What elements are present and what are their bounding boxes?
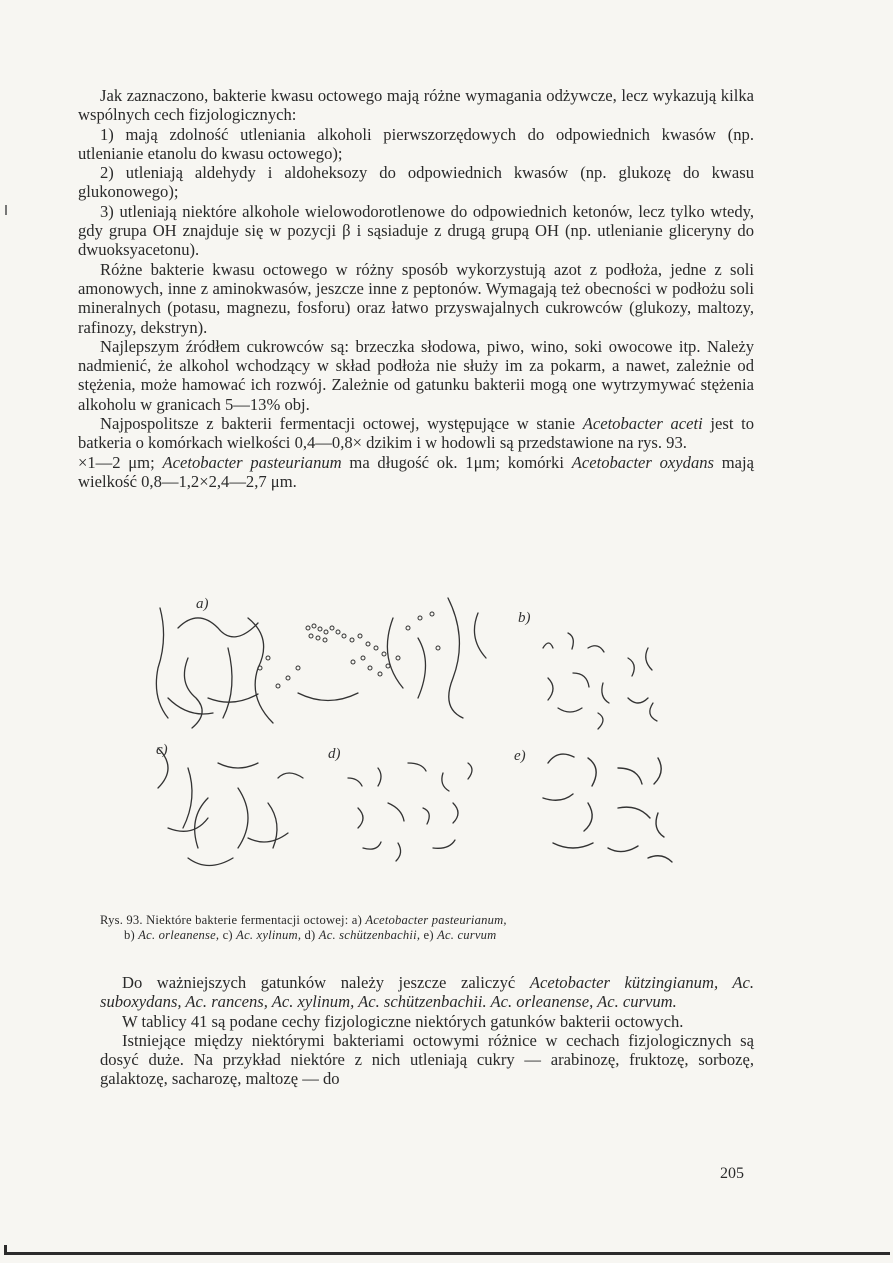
paragraph-7: W tablicy 41 są podane cechy fizjologiczne niektórych gatunków bakterii octowych. — [122, 1011, 684, 1031]
page-number: 205 — [720, 1165, 744, 1182]
list-item-2: 2) utleniają aldehydy i aldoheksozy do odpowiednich kwasów (np. glukozę do kwasu glukonowego); — [78, 163, 754, 202]
paragraph-3: Najlepszym źródłem cukrowców są: brzeczka słodowa, piwo, wino, soki owocowe itp. Należy nadmienić, że alkohol wchodzący w skład podłoża nie służy im za pokarm, a nawet, zależnie od stężenia, może hamować ich rozwój. Zależnie od gatunku bakterii mogą one wytrzymywać stężenia alkoholu w granicach 5—13% obj. — [78, 336, 754, 414]
p5-text-a: ×1—2 μm; — [78, 452, 155, 472]
figure-caption — [100, 913, 740, 943]
panel-label-c: c) — [156, 742, 168, 758]
bottom-rule — [6, 1252, 890, 1255]
p4-text-a: Najpospolitsze z bakterii fermentacji octowej, występujące w stanie — [100, 414, 576, 434]
caption-prefix: Rys. 93. Niektóre bakterie fermentacji octowej: a) — [100, 913, 362, 927]
paragraph-8: Istniejące między niektórymi bakteriami octowymi różnice w cechach fizjologicznych są dosyć duże. Na przykład niektóre z nich utleniają cukry — arabinozę, fruktozę, sorbozę, galaktozę, sacharozę, maltozę — do — [100, 1030, 754, 1089]
caption-species-a: Acetobacter pasteurianum, — [365, 913, 507, 927]
paragraph-6 — [100, 973, 754, 1012]
paragraph-5 — [78, 453, 754, 492]
caption-species-d: Ac. schützenbachii, — [318, 928, 421, 943]
p5-text-b: ma długość ok. 1μm; komórki — [349, 452, 564, 472]
figure-bacteria — [148, 588, 696, 890]
margin-mark — [5, 205, 7, 215]
p5-species-2: Acetobacter oxydans — [571, 452, 715, 472]
panel-label-d: d) — [328, 746, 341, 762]
p4-species: Acetobacter aceti — [582, 414, 703, 434]
paragraph-2: Różne bakterie kwasu octowego w różny sposób wykorzystują azot z podłoża, jedne z soli amonowych, inne z aminokwasów, jeszcze inne z peptonów. Wymagają też obecności w podłożu soli mineralnych (potasu, magnezu, fosforu) oraz łatwo przyswajalnych cukrowców (glukozy, maltozy, rafinozy, dekstryn). — [78, 259, 754, 337]
p5-text-c: mają wielkość 0,8—1,2×2,4—2,7 μm. — [78, 452, 755, 491]
caption-species-b: Ac. orleanense, — [138, 928, 220, 943]
paragraph-1: Jak zaznaczono, bakterie kwasu octowego mają różne wymagania odżywcze, lecz wykazują kilka wspólnych cech fizjologicznych: — [78, 86, 754, 125]
caption-label-d: d) — [304, 928, 316, 943]
list-item-1: 1) mają zdolność utleniania alkoholi pierwszorzędowych do odpowiednich kwasów (np. utlenianie etanolu do kwasu octowego); — [78, 124, 754, 163]
caption-label-b: b) — [124, 928, 135, 943]
p6-species: Acetobacter kützingianum, Ac. suboxydans, Ac. rancens, Ac. xylinum, Ac. schützenbachii. Ac. orleanense, Ac. curvum. — [100, 973, 754, 1012]
p5-species-1: Acetobacter pasteurianum — [162, 452, 342, 472]
paragraph-4 — [78, 414, 754, 453]
caption-species-e: Ac. curvum — [437, 928, 497, 943]
main-text-block — [78, 86, 754, 491]
panel-label-b: b) — [518, 610, 531, 626]
p4-text-b: jest to batkeria o komórkach wielkości 0,4—0,8× dzikim i w hodowli są przedstawione na rys. 93. — [78, 414, 754, 453]
caption-line-2 — [100, 928, 740, 943]
caption-species-c: Ac. xylinum, — [236, 928, 302, 943]
bacteria-drawing-icon — [148, 588, 696, 890]
lower-text-block — [100, 973, 754, 1089]
panel-label-a: a) — [196, 596, 209, 612]
caption-label-e: e) — [423, 928, 434, 943]
caption-label-c: c) — [222, 928, 233, 943]
p6-text-a: Do ważniejszych gatunków należy jeszcze zaliczyć — [122, 973, 516, 992]
panel-label-e: e) — [514, 748, 526, 764]
list-item-3: 3) utleniają niektóre alkohole wielowodorotlenowe do odpowiednich ketonów, lecz tylko wtedy, gdy grupa OH znajduje się w pozycji β i sąsiaduje z drugą grupą OH (np. utlenianie gliceryny do dwuoksyacetonu). — [78, 201, 754, 260]
